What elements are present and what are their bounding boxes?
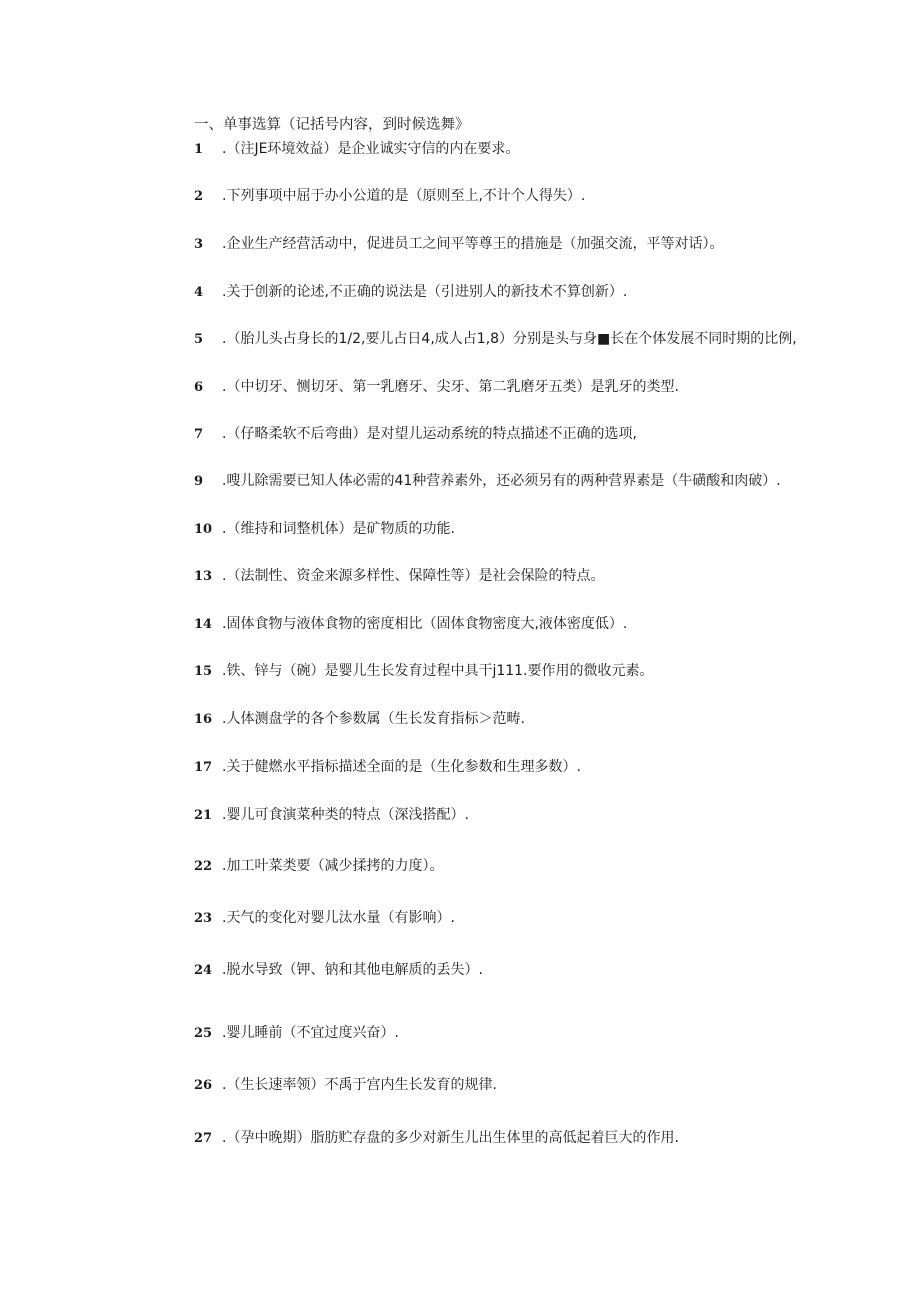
question-number: 21 <box>194 808 213 823</box>
question-number: 2 <box>194 189 204 204</box>
question-number: 24 <box>194 963 213 978</box>
question-text: .（维持和词整机体）是矿物质的功能. <box>222 521 455 537</box>
question-text: .下列事项中屈于办小公道的是（原则至上,不计个人得失）. <box>222 188 586 204</box>
question-number: 23 <box>194 911 213 926</box>
question-text: .人体测盘学的各个参数属（生长发育指标＞范畴. <box>222 711 525 727</box>
question-number: 14 <box>194 617 213 632</box>
question-item <box>194 662 654 681</box>
section-heading: 一、单事选算（记括号内容，到时候选舞》 <box>194 117 470 133</box>
question-item <box>194 235 723 254</box>
question-number: 5 <box>194 332 204 347</box>
question-text: .婴儿睡前（不宜过度兴奋）. <box>222 1025 399 1041</box>
question-text: .（生长速率领）不禹于宫内生长发育的规律. <box>222 1077 497 1093</box>
question-item <box>194 567 604 586</box>
question-number: 22 <box>194 859 213 874</box>
question-item <box>194 1129 679 1148</box>
question-text: .加工叶菜类要（减少揉拷的力度）。 <box>222 858 444 874</box>
question-item <box>194 140 519 159</box>
question-number: 6 <box>194 380 204 395</box>
question-item <box>194 857 443 876</box>
question-item <box>194 283 627 302</box>
question-item <box>194 472 781 491</box>
question-number: 17 <box>194 760 213 775</box>
question-number: 9 <box>194 474 204 489</box>
question-text: .固体食物与液体食物的密度相比（固体食物密度大,液体密度低）. <box>222 616 628 632</box>
question-number: 25 <box>194 1026 213 1041</box>
question-text: .企业生产经营活动中，促进员工之间平等尊王的措施是（加强交流，平等对话）。 <box>222 236 724 252</box>
question-item <box>194 758 581 777</box>
question-number: 1 <box>194 142 204 157</box>
question-number: 13 <box>194 569 213 584</box>
question-item <box>194 330 797 349</box>
question-item <box>194 615 627 634</box>
question-text: .铁、锌与（碗）是婴儿生长发育过程中具干j111.要作用的微收元素。 <box>222 663 654 679</box>
question-item <box>194 909 455 928</box>
question-number: 7 <box>194 427 204 442</box>
question-number: 4 <box>194 285 204 300</box>
question-text: .（仔略柔软不后弯曲）是对望儿运动系统的特点描述不正确的选项, <box>222 426 637 442</box>
question-text: .（中切牙、恻切牙、第一乳磨牙、尖牙、第二乳磨牙五类）是乳牙的类型. <box>222 379 679 395</box>
question-item <box>194 187 585 206</box>
question-text: .关于健燃水平指标描述全面的是（生化参数和生理多数）. <box>222 759 581 775</box>
question-text: .（孕中晚期）脂肪贮存盘的多少对新生儿出生体里的高低起着巨大的作用. <box>222 1130 679 1146</box>
question-item <box>194 425 637 444</box>
question-text: .（胎儿头占身长的1/2,要儿占日4,成人占1,8）分别是头与身■长在个体发展不同时期的比例, <box>222 331 797 347</box>
question-number: 15 <box>194 664 213 679</box>
question-item <box>194 1024 399 1043</box>
question-item <box>194 378 679 397</box>
question-item <box>194 520 455 539</box>
question-text: .（法制性、资金来源多样性、保障性等）是社会保险的特点。 <box>222 568 605 584</box>
question-number: 10 <box>194 522 213 537</box>
question-text: .婴儿可食演菜种类的特点（深浅搭配）. <box>222 807 469 823</box>
question-text: .脱水导致（钾、钠和其他电解质的丢失）. <box>222 962 483 978</box>
question-number: 26 <box>194 1078 213 1093</box>
question-item <box>194 806 469 825</box>
question-number: 27 <box>194 1131 213 1146</box>
question-number: 3 <box>194 237 204 252</box>
question-item <box>194 961 483 980</box>
question-text: .天气的变化对婴儿汰水量（有影响）. <box>222 910 455 926</box>
question-item <box>194 1076 497 1095</box>
question-text: .（注JE环境效益）是企业诚实守信的内在要求。 <box>222 141 520 157</box>
question-number: 16 <box>194 712 213 727</box>
question-text: .关于创新的论述,不正确的说法是（引进别人的新技术不算创新）. <box>222 284 628 300</box>
question-text: .嗖儿除需要已知人体必需的41种营养素外，还必须另有的两种营界素是（牛磺酸和肉破）. <box>222 473 781 489</box>
question-item <box>194 710 525 729</box>
